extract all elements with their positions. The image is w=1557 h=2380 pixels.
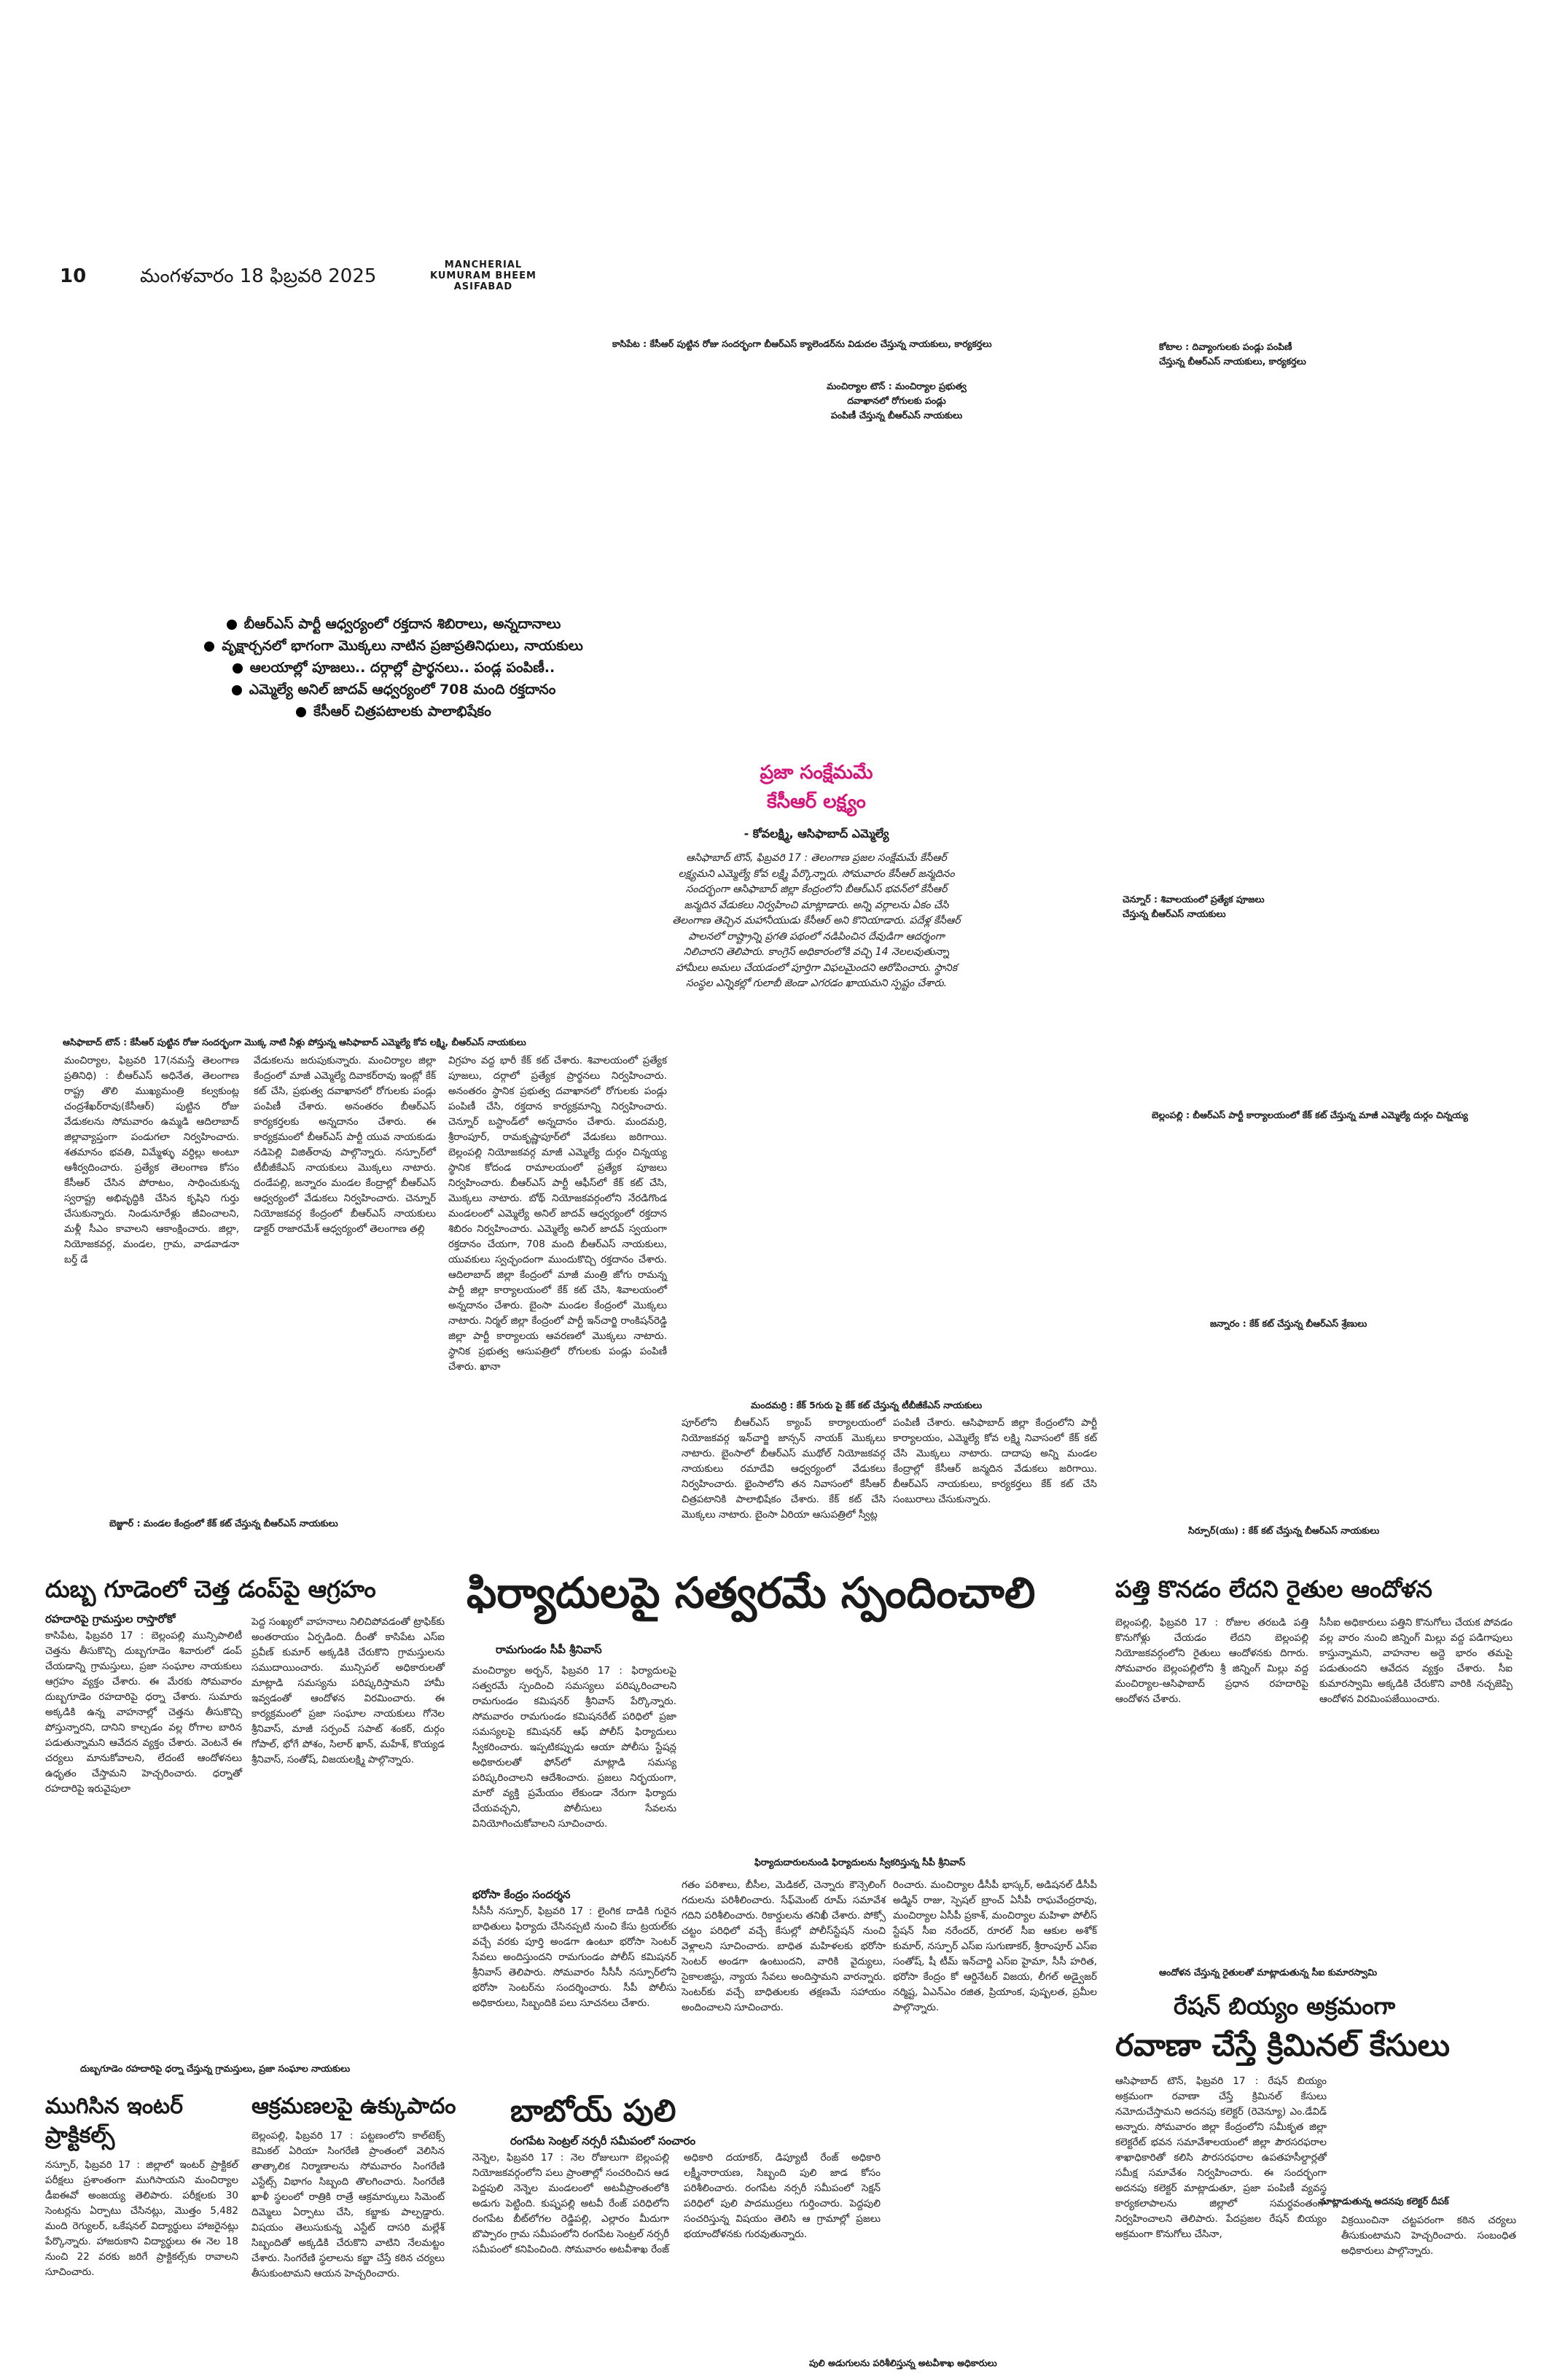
caption-bellampalli: బెల్లంపల్లి : బీఆర్ఎస్ పార్టీ కార్యాలయంలో కేక్ కట్ చేస్తున్న మాజీ ఎమ్మెల్యే దుర్గం చిన్నయ్య [1152, 1109, 1468, 1120]
kicker-tiger: రంగపేట సెంట్రల్ నర్సరీ సమీపంలో సంచారం [510, 2134, 696, 2147]
caption-line: దవాఖానలో రోగులకు పండ్లు [847, 395, 946, 406]
highlight-item: ఎమ్మెల్యే అనిల్ జాదవ్ ఆధ్వర్యంలో 708 మంది రక్తదానం [146, 679, 641, 700]
story-column: పూర్‌లోని బీఆర్ఎస్ క్యాంప్ కార్యాలయంలో నియోజకవర్గ ఇన్‌చార్జి జాన్సన్ నాయక్ మొక్కలు నాటారు. బైంసాలో బీఆర్ఎస్ ముథోల్ నియోజకవర్గ నాయకులు రమాదేవి ఆధ్వర్యంలో వేడుకలు నిర్వహించారు. భైంసాలోని తన నివాసంలో కేసీఆర్ చిత్రపటానికి పాలాభిషేకం చేశారు. కేక్ కట్ చేసి మొక్కలు నాటారు. బైంసా ఏరియా ఆసుపత్రిలో స్వీట్ల [682, 1417, 886, 1521]
story-column: మంచిర్యాల అర్బన్, ఫిబ్రవరి 17 : ఫిర్యాదులపై సత్వరమే స్పందించి సమస్యలు పరిష్కరించాలని రామగుండం కమిషనర్ శ్రీనివాస్ పేర్కొన్నారు. సోమవారం రామగుండం కమిషనరేట్ పరిధిలో ప్రజా సమస్యలపై కమిషనర్ ఆఫ్ పోలీస్ ఫిర్యాదులు స్వీకరించారు. ఇప్పటికప్పుడు ఆయా పోలీసు స్టేషన్ల అధికారులతో ఫోన్‌లో మాట్లాడి సమస్య పరిష్కరించాలని ఆదేశించారు. ప్రజలు నిర్భయంగా, మారో వ్యక్తి ప్రమేయం లేకుండా నేరుగా ఫిర్యాదు చేయవచ్చని, పోలీసులు సేవలను వినియోగించుకోవాలని సూచించారు. [472, 1665, 676, 1830]
caption-farmers-protest: ఆందోళన చేస్తున్న రైతులతో మాట్లాడుతున్న సీఐ కుమారస్వామి [1159, 1967, 1378, 1978]
headline-ration: రవాణా చేస్తే క్రిమినల్ కేసులు [1115, 2027, 1450, 2063]
edition-line-2: KUMURAM BHEEM [430, 270, 536, 281]
caption-kotala [1159, 340, 1378, 369]
edition-line-3: ASIFABAD [453, 281, 513, 292]
kicker-dubbaguda: రహదారిపై గ్రామస్తుల రాస్తారోకో [45, 1612, 176, 1626]
feature-byline: - కోవలక్ష్మి, ఆసిఫాబాద్ ఎమ్మెల్యే [744, 827, 889, 840]
caption-kaasipet: కాసిపేట : కేసీఆర్ పుట్టిన రోజు సందర్భంగా బీఆర్ఎస్ క్యాలెండర్‌ను విడుదల చేస్తున్న నాయకులు, కార్యకర్తలు [612, 338, 992, 349]
feature-title: ప్రజా సంక్షేమమే [760, 762, 873, 784]
headline-dubbaguda: దుబ్బ గూడెంలో చెత్త డంప్‌పై ఆగ్రహం [45, 1575, 376, 1603]
edition-line-1: MANCHERIAL [444, 260, 523, 270]
bullet-icon [233, 663, 243, 674]
highlight-item: వృక్షార్చనలో భాగంగా మొక్కలు నాటిన ప్రజాప్రతినిధులు, నాయకులు [146, 636, 641, 656]
headline-encroach: ఆక్రమణలపై ఉక్కుపాదం [251, 2094, 456, 2119]
headline-farmers: పత్తి కొనడం లేదని రైతుల ఆందోళన [1115, 1575, 1432, 1603]
caption-forest-officials: పులి అడుగులను పరిశీలిస్తున్న అటవీశాఖ అధికారులు [809, 2357, 997, 2368]
bullet-icon [227, 620, 237, 630]
caption-chennur [1123, 892, 1356, 921]
story-column: నెన్నెల, ఫిబ్రవరి 17 : నెల రోజులుగా బెల్లంపల్లి నియోజకవర్గంలోని పలు ప్రాంతాల్లో సంచరించిన ఆడ పెద్దపులి నెన్నెల మండలంలో అటవీప్రాంతంలోకి అడుగు పెట్టింది. కుష్నపల్లి అటవీ రేంజ్ పరిధిలోని రంగపేట బీట్‌లోగల రెడ్డిపల్లి, ఎల్లారం మీదుగా బొప్పారం గ్రామ సమీపంలోని రంగపేట సెంట్రల్ నర్సరీ సమీపంలో కనిపించింది. సోమవారం అటవీశాఖ రేంజ్ అధికారి దయాకర్, డిప్యూటీ రేంజ్ అధికారి లక్ష్మీనారాయణ, సిబ్బంది పులి జాడ కోసం పరిశీలించారు. రంగపేట నర్సరీ సమీపంలో సెక్షన్ పరిధిలో పులి పాదముద్రలు గుర్తించారు. పెద్దపులి సంచరిస్తున్న విషయం తెలిసి ఆ గ్రామాల్లో ప్రజలు భయాందోళనకు గురవుతున్నారు. [472, 2152, 881, 2255]
feature-story [671, 758, 962, 992]
caption-mandamarri: మందమర్రి : కేక్ 5గురు పై కేక్ కట్ చేస్తున్న టీబీజీకేఎస్ నాయకులు [751, 1400, 983, 1411]
caption-line: మంచిర్యాల టౌన్ : మంచిర్యాల ప్రభుత్వ [827, 381, 967, 391]
story-column: పంపిణీ చేశారు. ఆసిఫాబాద్ జిల్లా కేంద్రంలోని పార్టీ కార్యాలయం, ఎమ్మెల్యే కోవ లక్ష్మి నివాసంలో కేక్ కట్ చేసి మొక్కలు నాటారు. దాదాపు అన్ని మండల కేంద్రాల్లో కేసీఆర్ జన్మదిన వేడుకలు జరిగాయి. బీఆర్ఎస్ నాయకులు, కార్యకర్తలు కేక్ కట్ చేసి సంబురాలు చేసుకున్నారు. [893, 1417, 1097, 1505]
caption-bejjur: బెజ్జూర్ : మండల కేంద్రంలో కేక్ కట్ చేస్తున్న బీఆర్ఎస్ నాయకులు [109, 1518, 338, 1529]
byline-cp: రామగుండం సీపీ శ్రీనివాస్ [496, 1643, 602, 1656]
caption-cp-petitions: ఫిర్యాదుదారులనుండి ఫిర్యాదులను స్వీకరిస్తున్న సీపీ శ్రీనివాస్ [754, 1857, 966, 1868]
story-column: పెద్ద సంఖ్యలో వాహనాలు నిలిచిపోవడంతో ట్రాఫిక్‌కు అంతరాయం ఏర్పడింది. దీంతో కాసిపేట ఎస్ఐ ప్రవీణ్ కుమార్ అక్కడికి చేరుకొని గ్రామస్తులను సముదాయించారు. మున్సిపల్ అధికారులతో మాట్లాడి సమస్యను పరిష్కరిస్తామని హామీ ఇవ్వడంతో ఆందోళన విరమించారు. ఈ కార్యక్రమంలో ప్రజా సంఘాల నాయకులు గోనెల శ్రీనివాస్, మాజీ సర్పంచ్ సపాట్ శంకర్, దుర్గం గోపాల్, భోగే పోశం, సిలార్ ఖాన్, మహేశ్, కొయ్యడ శ్రీనివాస్, సంతోష్, విజయలక్ష్మి పాల్గొన్నారు. [251, 1616, 445, 1766]
bullet-icon [232, 685, 242, 695]
caption-jannaram: జన్నారం : కేక్ కట్ చేస్తున్న బీఆర్ఎస్ శ్రేణులు [1210, 1318, 1367, 1329]
story-column: బెల్లంపల్లి, ఫిబ్రవరి 17 : రోజుల తరబడి పత్తి కొనుగోళ్లు చేయడం లేదని బెల్లంపల్లి నియోజకవర్గంలోని రైతులు ఆందోళనకు దిగారు. సోమవారం బెల్లంపల్లిలోని శ్రీ జిన్నింగ్ మిల్లు వద్ద మంచిర్యాల-ఆసిఫాబాద్ ప్రధాన రహదారిపై ఆందోళన చేశారు. [1115, 1617, 1308, 1705]
bullet-icon [296, 707, 306, 717]
headline-cp: ఫిర్యాదులపై సత్వరమే స్పందించాలి [467, 1568, 1036, 1618]
caption-sirpur: సిర్పూర్(యు) : కేక్ కట్ చేస్తున్న బీఆర్ఎస్ నాయకులు [1188, 1525, 1380, 1536]
headline-tiger: బాబోయ్ పులి [510, 2093, 676, 2129]
feature-title: కేసీఆర్ లక్ష్యం [767, 791, 866, 813]
caption-line: పంపిణీ చేస్తున్న బీఆర్ఎస్ నాయకులు [830, 410, 963, 421]
bullet-icon [204, 641, 214, 652]
headline-inter: ముగిసిన ఇంటర్ [45, 2094, 184, 2119]
story-column: కాసిపేట, ఫిబ్రవరి 17 : బెల్లంపల్లి మున్సిపాలిటీ చెత్తను తీసుకొచ్చి దుబ్బగూడెం శివారులో డంప్ చేయడాన్ని గ్రామస్తులు, ప్రజా సంఘాల నాయకులు ఆగ్రహం వ్యక్తం చేశారు. ఈ మేరకు సోమవారం దుబ్బగూడెం రహదారిపై ధర్నా చేశారు. సుమారు అక్కడికి ఉన్న వాహనాల్లో చెత్తను తీసుకొచ్చి పోస్తున్నారని, దానిని కాల్చడం వల్ల రోగాల బారిన పడుతున్నామని ఆవేదన వ్యక్తం చేశారు. వెంటనే ఈ చర్యలు మానుకోవాలని, లేదంటే ఆందోళనలు ఉధృతం చేస్తామని హెచ్చరించారు. ధర్నాతో రహదారిపై ఇరువైపులా [45, 1630, 242, 1795]
headline-inter: ప్రాక్టికల్స్ [45, 2123, 115, 2148]
story-column: నస్పూర్, ఫిబ్రవరి 17 : జిల్లాలో ఇంటర్ ప్రాక్టికల్ పరీక్షలు ప్రశాంతంగా ముగిసాయని మంచిర్యాల డీఐఈవో అంజయ్య తెలిపారు. పరీక్షలకు 30 సెంటర్లను ఏర్పాటు చేసినట్లు, మొత్తం 5,482 మంది రెగ్యులర్, ఒకేషనల్ విద్యార్థులు హాజరైనట్లు పేర్కొన్నారు. హాజరుకాని విద్యార్థులు ఈ నెల 18 నుంచి 22 వరకు జరిగే ప్రాక్టికల్స్‌కు రావాలని సూచించారు. [45, 2159, 238, 2278]
caption-line: చెన్నూర్ : శివాలయంలో ప్రత్యేక పూజలు [1123, 894, 1265, 905]
page-number: 10 [60, 265, 87, 287]
caption-line: చేస్తున్న బీఆర్ఎస్ నాయకులు [1123, 908, 1226, 919]
headline-ration: రేషన్ బియ్యం అక్రమంగా [1174, 1992, 1396, 2020]
highlight-item: కేసీఆర్ చిత్రపటాలకు పాలాభిషేకం [146, 701, 641, 722]
subhead-cp: భరోసా కేంద్రం సందర్శన [472, 1888, 571, 1901]
story-column: విక్రయించినా చట్టపరంగా కఠిన చర్యలు తీసుకుంటామని హెచ్చరించారు. సంబంధిత అధికారులు పాల్గొన్నారు. [1341, 2215, 1516, 2257]
issue-date: మంగళవారం 18 ఫిబ్రవరి 2025 [140, 265, 377, 287]
caption-addl-collector: మాట్లాడుతున్న అదనపు కలెక్టర్ దీపక్ [1319, 2196, 1449, 2207]
caption-line: చేస్తున్న బీఆర్ఎస్ నాయకులు, కార్యకర్తలు [1159, 356, 1306, 367]
caption-mancherial-town [773, 379, 1021, 423]
caption-line: కోటాల : దివ్యాంగులకు పండ్లు పంపిణీ [1159, 341, 1292, 352]
caption-asifabad-town: ఆసిఫాబాద్ టౌన్ : కేసీఆర్ పుట్టిన రోజు సందర్భంగా మొక్క నాటి నీళ్లు పోస్తున్న ఆసిఫాబాద్ ఎమ్మెల్యే కోవ లక్ష్మి, బీఆర్ఎస్ నాయకులు [63, 1037, 526, 1047]
story-column: సీసీఐ అధికారులు పత్తిని కొనుగోలు చేయక పోవడం వల్ల వారం నుంచి జిన్నింగ్ మిల్లు వద్ద పడిగాపులు కాస్తున్నామని, వాహనాల అద్దె భారం తమపై పడుతుందని ఆవేదన వ్యక్తం చేశారు. సీఐ కుమారస్వామి అక్కడికి చేరుకొని వారికి నచ్చజెప్పి ఆందోళన విరమింపజేయించారు. [1319, 1617, 1513, 1705]
edition-name [430, 260, 536, 292]
highlight-item: ఆలయాల్లో పూజలు.. దర్గాల్లో ప్రార్థనలు.. పండ్ల పంపిణీ.. [146, 658, 641, 678]
story-column: సీసీసీ నస్పూర్, ఫిబ్రవరి 17 : లైంగిక దాడికి గురైన బాధితులు ఫిర్యాదు చేసినప్పటి నుంచి కేసు ట్రయల్‌కు వచ్చే వరకు పూర్తి అండగా ఉంటూ భరోసా సెంటర్ సేవలు అందిస్తుందని రామగుండం పోలీస్ కమిషనర్ శ్రీనివాస్ తెలిపారు. సోమవారం సీసీసీ నస్పూర్‌లోని భరోసా సెంటర్‌ను సందర్శించారు. సీపీ పోలీసు అధికారులు, సిబ్బందికి పలు సూచనలు చేశారు. [472, 1905, 676, 2009]
story-column: మంచిర్యాల, ఫిబ్రవరి 17(నమస్తే తెలంగాణ ప్రతినిధి) : బీఆర్ఎస్ అధినేత, తెలంగాణ రాష్ట్ర తొలి ముఖ్యమంత్రి కల్వకుంట్ల చంద్రశేఖర్‌రావు(కేసీఆర్) పుట్టిన రోజు వేడుకలను సోమవారం ఉమ్మడి ఆదిలాబాద్ జిల్లావ్యాప్తంగా పండుగలా నిర్వహించారు. శతమానం భవతి, విమ్మేళ్ళు వర్ధిల్లు అంటూ ఆశీర్వదించారు. ప్రత్యేక తెలంగాణ కోసం కేసీఆర్ చేసిన పోరాటం, సాధించుకున్న స్వరాష్ట్ర అభివృద్ధికి చేసిన కృషిని గుర్తు చేసుకున్నారు. నిండునూరేళ్లు జీవించాలని, మళ్లీ సీఎం కావాలని ఆకాంక్షించారు. జిల్లా, నియోజకవర్గ, మండల, గ్రామ, వాడవాడనా బర్త్ డే [64, 1055, 239, 1265]
story-column: విగ్రహం వద్ద భారీ కేక్ కట్ చేశారు. శివాలయంలో ప్రత్యేక పూజలు, దర్గాలో ప్రత్యేక ప్రార్థనలు నిర్వహించారు. అనంతరం స్థానిక ప్రభుత్వ దవాఖానలో రోగులకు పండ్లు పంపిణీ చేసి, రక్తదాన కార్యక్రమాన్ని నిర్వహించారు. చెన్నూర్ బస్టాండ్‌లో అన్నదానం చేశారు. మందమర్రి, శ్రీరాంపూర్, రామకృష్ణాపూర్‌లో వేడుకలు జరిగాయి. బెల్లంపల్లి నియోజకవర్గ మాజీ ఎమ్మెల్యే దుర్గం చిన్నయ్య స్థానిక కోదండ రామాలయంలో ప్రత్యేక పూజలు నిర్వహించారు. బీఆర్ఎస్ పార్టీ ఆఫీస్‌లో కేక్ కట్ చేసి, మొక్కలు నాటారు. బోథ్ నియోజకవర్గంలోని నేరడిగొండ మండలంలో ఎమ్మెల్యే అనిల్ జాదవ్ ఆధ్వర్యంలో రక్తదాన శిబిరం నిర్వహించారు. ఎమ్మెల్యే అనిల్ జాదవ్ స్వయంగా రక్తదానం చేయగా, 708 మంది బీఆర్ఎస్ నాయకులు, యువకులు స్వచ్ఛందంగా ముందుకొచ్చి రక్తదానం చేశారు. ఆదిలాబాద్ జిల్లా కేంద్రంలో మాజీ మంత్రి జోగు రామన్న పార్టీ జిల్లా కార్యాలయంలో కేక్ కట్ చేసి, శివాలయంలో అన్నదానం చేశారు. బైంసా మండల కేంద్రంలో మొక్కలు నాటారు. నిర్మల్ జిల్లా కేంద్రంలో పార్టీ ఇన్‌చార్జి రాంకిషన్‌రెడ్డి జిల్లా పార్టీ కార్యాలయ ఆవరణలో మొక్కలు నాటారు. స్థానిక ప్రభుత్వ ఆసుపత్రిలో రోగులకు పండ్లు పంపిణీ చేశారు. ఖానా [448, 1055, 667, 1373]
highlights-list [146, 612, 641, 723]
highlight-item: బీఆర్ఎస్ పార్టీ ఆధ్వర్యంలో రక్తదాన శిబిరాలు, అన్నదానాలు [146, 614, 641, 634]
feature-body: ఆసిఫాబాద్ టౌన్, ఫిబ్రవరి 17 : తెలంగాణ ప్రజల సంక్షేమమే కేసీఆర్ లక్ష్యమని ఎమ్మెల్యే కోవ లక్ష్మి పేర్కొన్నారు. సోమవారం కేసీఆర్ జన్మదినం సందర్భంగా ఆసిఫాబాద్ జిల్లా కేంద్రంలోని బీఆర్ఎస్ భవన్‌లో కేసీఆర్ జన్మదిన వేడుకలు నిర్వహించి మాట్లాడారు. అన్ని వర్గాలను ఏకం చేసి తెలంగాణ తెచ్చిన మహానీయుడు కేసీఆర్ అని కొనియాడారు. పదేళ్ల కేసీఆర్ పాలనలో రాష్ట్రాన్ని ప్రగతి పథంలో నడిపించిన దేవుడిగా ఆదర్శంగా నిలిచారని తెలిపారు. కాంగ్రెస్ అధికారంలోకి వచ్చి 14 నెలలవుతున్నా హామీలు అమలు చేయడంలో పూర్తిగా విఫలమైందని ఆరోపించారు. స్థానిక సంస్థల ఎన్నికల్లో గులాబీ జెండా ఎగరడం ఖాయమని స్పష్టం చేశారు. [672, 852, 961, 989]
story-column: బెల్లంపల్లి, ఫిబ్రవరి 17 : పట్టణంలోని కాల్‌టెక్స్ కెమికల్ ఏరియా సింగరేణి ప్రాంతంలో వెలిసిన తాత్కాలిక నిర్మాణాలను సోమవారం సింగరేణి ఎస్టేట్స్ విభాగం సిబ్బంది తొలగించారు. సింగరేణి ఖాళీ స్థలంలో రాత్రికి రాత్రే ఆక్రమార్కులు సిమెంట్ దిమ్మెలు ఏర్పాటు చేసి, కబ్జాకు పాల్పడ్డారు. విషయం తెలుసుకున్న ఎస్టేట్ దాసరి మల్లేశ్ సిబ్బందితో అక్కడికి చేరుకొని వాటిని నేలమట్టం చేశారు. సింగరేణి స్థలాలను కబ్జా చేస్తే కఠిన చర్యలు తీసుకుంటామని ఆయన హెచ్చరించారు. [251, 2130, 445, 2279]
story-column: రించారు. మంచిర్యాల డీసీపీ భాస్కర్, అడిషనల్ డీసీపీ అడ్మిన్ రాజు, స్పెషల్ బ్రాంచ్ ఏసీపీ రాఘవేంద్రరావు, మంచిర్యాల ఏసీపీ ప్రకాశ్, మంచిర్యాల మహిళా పోలీస్ స్టేషన్ సీఐ నరేందర్, రూరల్ సీఐ ఆకుల అశోక్ కుమార్, నస్పూర్ ఎస్ఐ సుగుణాకర్, శ్రీరాంపూర్ ఎస్ఐ సంతోష్, షీ టీమ్ ఇన్‌చార్జి ఎస్ఐ హైమా, సీసీ హరిత, భరోసా కేంద్రం కో ఆర్డినేటర్ విజయ, లీగల్ అడ్వైజర్ నర్మిష్ట, ఏఎన్ఎం రజిత, ప్రియాంక, పుష్పలత, ప్రమీల పాల్గొన్నారు. [893, 1879, 1097, 2013]
story-column: గతం పరిశాలు, బీసీల, మెడికల్, చెన్నారు కౌన్సెలింగ్ గదులను పరిశీలించారు. సేఫ్‌మెంట్ రూమ్ సమావేశ గదిని పరిశీలించారు. రికార్డులను తనిఖీ చేశారు. పోక్సో చట్టం పరిధిలో వచ్చే కేసుల్లో పోలీస్‌స్టేషన్ నుంచి వెళ్లాలని సూచించారు. బాధిత మహిళలకు భరోసా సెంటర్ అండగా ఉంటుందని, వారికి వైద్యులు, సైకాలజిస్టు, న్యాయ సేవలు అందిస్తామని వారన్నారు. సెంటర్‌కు వచ్చే బాధితులకు తక్షణమే సహాయం అందించాలని సూచించారు. [682, 1879, 886, 2013]
story-column: వేడుకలను జరుపుకున్నారు. మంచిర్యాల జిల్లా కేంద్రంలో మాజీ ఎమ్మెల్యే దివాకర్‌రావు ఇంట్లో కేక్ కట్ చేసి, ప్రభుత్వ దవాఖానలో రోగులకు పండ్లు పంపిణీ చేశారు. అనంతరం బీఆర్ఎస్ కార్యకర్తలకు అన్నదానం చేశారు. ఈ కార్యక్రమంలో బీఆర్ఎస్ పార్టీ యువ నాయకుడు నడిపెల్లి విజిత్‌రావు పాల్గొన్నారు. నస్పూర్‌లో టీబీజీకేఎస్ నాయకులు మొక్కలు నాటారు. దండేపల్లి, జన్నారం మండల కేంద్రాల్లో బీఆర్ఎస్ ఆధ్వర్యంలో వేడుకలు నిర్వహించారు. చెన్నూర్ నియోజకవర్గ కేంద్రంలో బీఆర్ఎస్ నాయకులు డాక్టర్ రాజారమేశ్ ఆధ్వర్యంలో తెలంగాణ తల్లి [254, 1055, 436, 1235]
story-column: ఆసిఫాబాద్ టౌన్, ఫిబ్రవరి 17 : రేషన్ బియ్యం అక్రమంగా రవాణా చేస్తే క్రిమినల్ కేసులు నమోదుచేస్తామని అదనపు కలెక్టర్ (రెవెన్యూ) ఎం.డేవిడ్ అన్నారు. సోమవారం జిల్లా కేంద్రంలోని సమీకృత జిల్లా కలెక్టరేట్ భవన సమావేశాలయంలో జిల్లా పౌరసరఫరాల శాఖాధికారితో కలిసి పౌరసరఫరాల ఉపతహసీల్దార్లతో సమీక్ష సమావేశం నిర్వహించారు. ఈ సందర్భంగా అదనపు కలెక్టర్ మాట్లాడుతూ, ప్రజా పంపిణీ వ్యవస్థ కార్యకలాపాలను జిల్లాలో సమర్థవంతంగా నిర్వహించాలని తెలిపారు. పేదప్రజల రేషన్ బియ్యం అక్రమంగా కొనుగోలు చేసినా, [1115, 2075, 1327, 2240]
caption-dubbaguda: దుబ్బగూడెం రహదారిపై ధర్నా చేస్తున్న గ్రామస్తులు, ప్రజా సంఘాల నాయకులు [80, 2063, 351, 2074]
